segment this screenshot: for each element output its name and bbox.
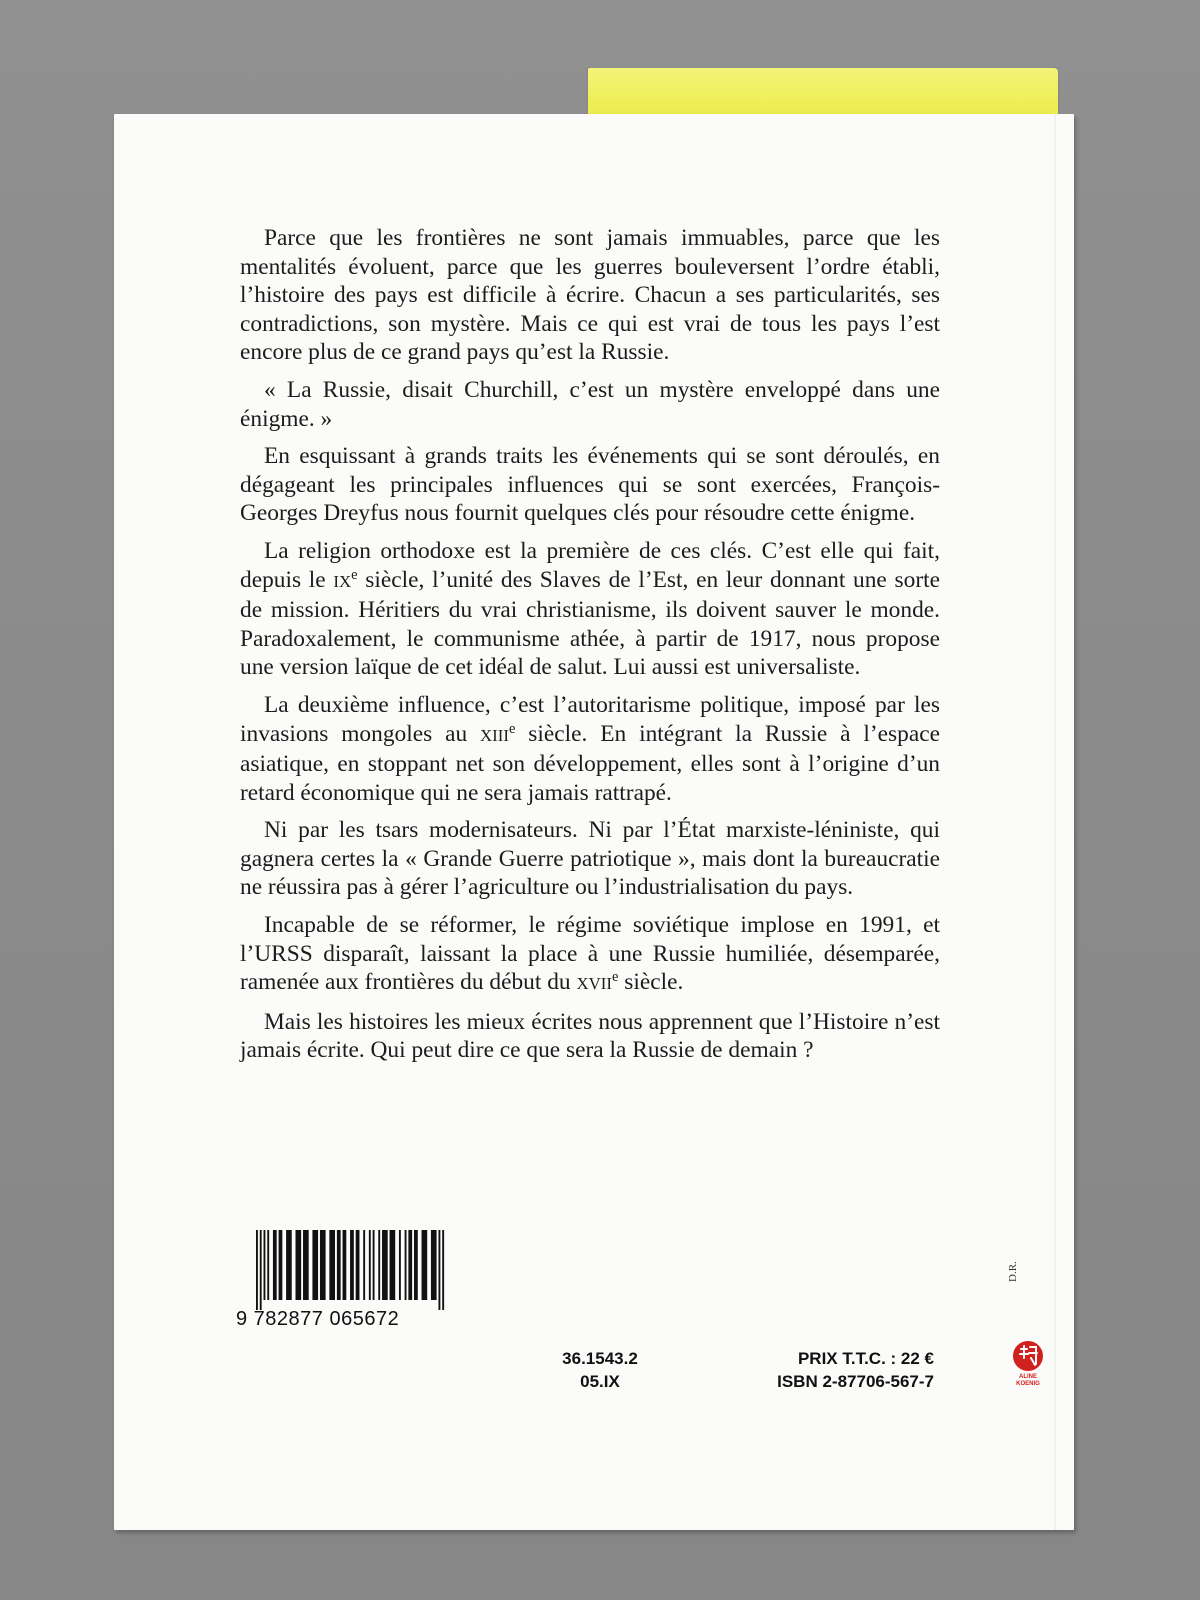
barcode-bar xyxy=(363,1230,365,1300)
publisher-logo-text xyxy=(1010,1374,1046,1388)
blurb-paragraph-2: « La Russie, disait Churchill, c’est un mystère enveloppé dans une énigme. » xyxy=(240,376,940,432)
catalog-code-line-1: 36.1543.2 xyxy=(562,1349,638,1368)
barcode-bar xyxy=(296,1230,302,1300)
blurb-paragraph-5 xyxy=(240,691,940,807)
barcode-bar xyxy=(312,1230,318,1300)
barcode-bar xyxy=(343,1230,347,1300)
p7-text-before: Incapable de se réformer, le régime soviétique implose en 1991, et l’URSS disparaît, laissant la place à une Russie humiliée, désemparée, ramenée aux frontières du début du xyxy=(240,912,940,996)
barcode-bar xyxy=(408,1230,412,1300)
book-back-cover xyxy=(114,114,1074,1530)
blurb-paragraph-4 xyxy=(240,537,940,682)
barcode-bar xyxy=(369,1230,371,1300)
barcode-bar xyxy=(431,1230,437,1300)
p4-numeral: IX xyxy=(333,571,352,591)
p4-superscript: e xyxy=(351,566,358,583)
blurb-paragraph-3: En esquissant à grands traits les événements qui se sont déroulés, en dégageant les principales influences qui se sont exercées, François-Georges Dreyfus nous fournit quelques clés pour résoudre cette énigme. xyxy=(240,443,940,527)
p5-text-before: La deuxième influence, c’est l’autoritarisme politique, imposé par les invasions mongoles au xyxy=(240,691,940,747)
p7-superscript: e xyxy=(611,969,619,986)
barcode-guard-bar xyxy=(256,1230,258,1310)
barcode-bar xyxy=(329,1230,335,1300)
p5-text-after: siècle. En intégrant la Russie à l’espace asiatique, en stoppant net son développement, elles sont à l’origine d’un retard économique qui ne sera jamais rattrapé. xyxy=(240,720,940,806)
blurb-paragraph-8: Mais les histoires les mieux écrites nous apprennent que l’Histoire n’est jamais écrite. Qui peut dire ce que sera la Russie de demain ? xyxy=(240,1008,940,1064)
blurb-paragraph-7 xyxy=(240,911,940,999)
p5-numeral: XIII xyxy=(480,725,509,745)
p7-text-after: siècle. xyxy=(618,969,684,996)
p5-superscript: e xyxy=(508,720,516,737)
barcode-bars-icon xyxy=(256,1230,446,1310)
barcode-bar xyxy=(405,1230,407,1300)
barcode-bar xyxy=(264,1230,266,1300)
barcode-bar xyxy=(286,1230,292,1300)
p4-text-after: siècle, l’unité des Slaves de l’Est, en leur donnant une sorte de mission. Héritiers du vrai christianisme, ils doivent sauver le monde. Paradoxalement, le communisme athée, à partir de 1917, nous propose une version laïque de cet idéal de salut. Lui aussi est universaliste. xyxy=(240,566,940,681)
barcode-bar xyxy=(382,1230,388,1300)
barcode xyxy=(236,1230,451,1340)
barcode-guard-bar xyxy=(442,1230,444,1310)
blurb-paragraph-1: Parce que les frontières ne sont jamais immuables, parce que les mentalités évoluent, parce que les guerres bouleversent l’ordre établi, l’histoire des pays est difficile à écrire. Chacun a ses particularités, ses contradictions, son mystère. Mais ce qui est vrai de tous les pays l’est encore plus de ce grand pays qu’est la Russie. xyxy=(240,225,940,366)
barcode-bar xyxy=(337,1230,341,1300)
barcode-bar xyxy=(399,1230,401,1300)
barcode-bar xyxy=(267,1230,269,1300)
barcode-bar xyxy=(273,1230,277,1300)
blurb xyxy=(240,224,940,1074)
barcode-bar xyxy=(390,1230,396,1300)
barcode-bar xyxy=(414,1230,418,1300)
publisher-seal-icon xyxy=(1010,1338,1046,1374)
price-block xyxy=(714,1347,934,1393)
blurb-paragraph-6: Ni par les tsars modernisateurs. Ni par l’État marxiste-léniniste, qui gagnera certes la « Grande Guerre patriotique », mais dont la bureaucratie ne réussira pas à gérer l’agriculture ou l’industrialisation du pays. xyxy=(240,817,940,901)
p7-numeral: XVII xyxy=(576,974,612,994)
catalog-code-line-2: 05.IX xyxy=(580,1372,620,1391)
logo-line-2: KOENIG xyxy=(1016,1381,1040,1387)
barcode-bar xyxy=(378,1230,380,1300)
barcode-bar xyxy=(422,1230,428,1300)
barcode-bar xyxy=(373,1230,375,1300)
barcode-bar xyxy=(350,1230,354,1300)
photo-credit: D.R. xyxy=(1007,1261,1019,1282)
barcode-bar xyxy=(356,1230,360,1300)
publisher-logo xyxy=(1010,1338,1046,1388)
barcode-bar xyxy=(279,1230,283,1300)
barcode-bar xyxy=(303,1230,309,1300)
isbn-line: ISBN 2-87706-567-7 xyxy=(777,1372,934,1391)
price-line: PRIX T.T.C. : 22 € xyxy=(797,1349,934,1368)
barcode-guard-bar xyxy=(438,1230,440,1310)
barcode-guard-bar xyxy=(260,1230,262,1310)
p4-text-before: La religion orthodoxe est la première de ces clés. C’est elle qui fait, depuis le xyxy=(240,537,940,593)
catalog-codes xyxy=(540,1347,660,1393)
barcode-bar xyxy=(320,1230,326,1300)
logo-line-1: ALINE xyxy=(1019,1374,1037,1380)
barcode-digits: 9 782877 065672 xyxy=(236,1308,400,1330)
